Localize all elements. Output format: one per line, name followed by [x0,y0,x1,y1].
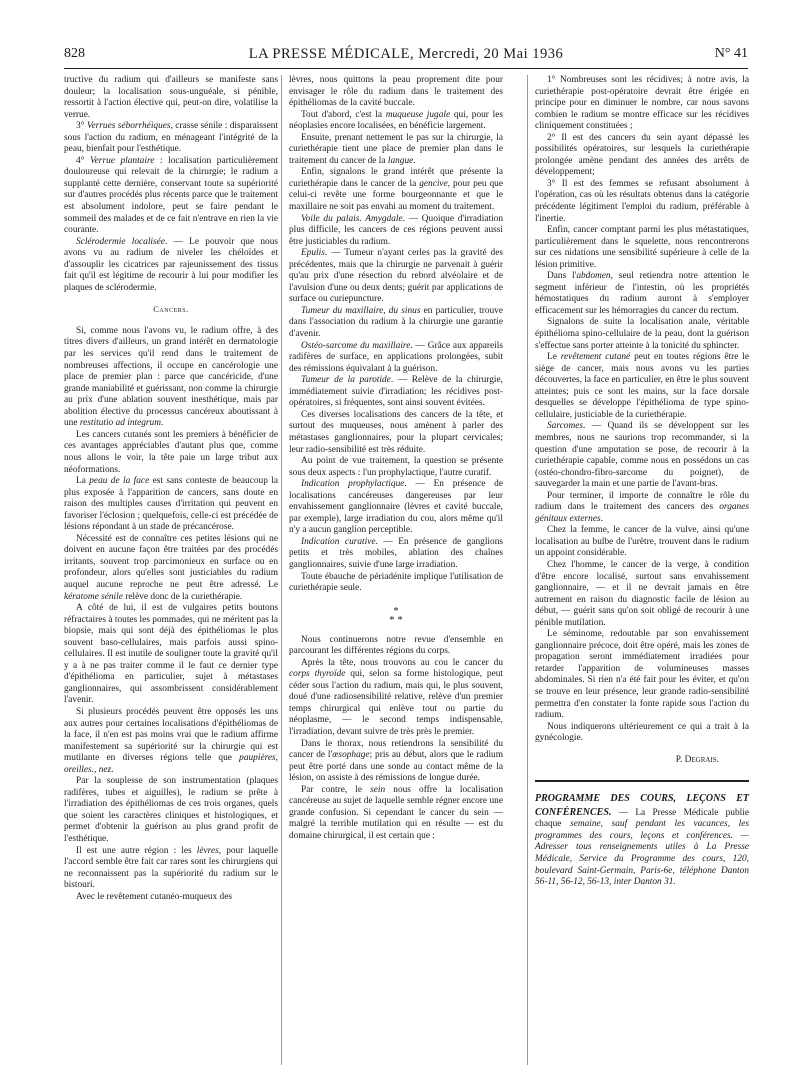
paragraph: A côté de lui, il est de vulgaires petits boutons réfractaires à toutes les pommades, qui ne méritent pas la biopsie, mais qui sont déjà des épithéliomas le plus souvent baso-cellulaires, mais parfois aussi spino-cellulaires. Il est inutile de souligner toute la gravité qu'il y a à ne pas traiter comme il le faut ce dernier type d'épithélioma en particulier, sujet à métastases ganglionnaires, qui assombrissent considérablement l'avenir. [64,603,278,706]
section-separator-asterisks: * * * [389,604,403,626]
paragraph: Au point de vue traitement, la question se présente sous deux aspects : l'un prophylactique, l'autre curatif. [289,456,503,478]
paragraph: La peau de la face est sans conteste de beaucoup la plus exposée à l'apparition de cancers, sans doute en raison des multiples causes d'irritation qui peuvent en favoriser l'éclosion ; quelquefois, celle-ci est précédée de lésions répondant à un stade de précancérose. [64,476,278,533]
paragraph: Le revêtement cutané peut en toutes régions être le siège de cancer, mais nous avons vu les parties découvertes, la face en particulier, en être le plus souvent atteintes; puis ce sont les mains, sur la face dorsale desquelles se développe l'épithélioma de type spino-cellulaire, justiciable de la curiethérapie. [535,352,749,420]
paragraph: lèvres, nous quittons la peau proprement dite pour envisager le rôle du radium dans le traitement des épithéliomas de la cavité buccale. [289,75,503,109]
paragraph: 3° Verrues séborrhéiques, crasse sénile : disparaissent sous l'action du radium, en ménageant l'intégrité de la peau, bienfait pour l'esthétique. [64,121,279,155]
paragraph: Chez l'homme, le cancer de la verge, à condition d'être encore localisé, surtout sans envahissement ganglionnaire, — et il ne devrait jamais en être autrement en raison du diagnostic facile de lésion au début, — guérit sans qu'on soit obligé de recourir à une pénible mutilation. [535,559,749,628]
paragraph: Ensuite, prenant nettement le pas sur la chirurgie, la curiethérapie tient une place de premier plan dans le traitement du cancer de la langue. [289,132,503,166]
paragraph: Ostéo-sarcome du maxillaire. — Grâce aux appareils radifères de surface, en applications prolongées, subit des rémissions équivalant à la guérison. [289,340,504,374]
issue-number: N° 41 [714,46,748,61]
paragraph: Nous continuerons notre revue d'ensemble en parcourant les différentes régions du corps. [289,634,503,657]
notice-title: PROGRAMME DES COURS, LEÇONS ET CONFÉRENCES. [535,793,749,818]
paragraph: Si plusieurs procédés peuvent être opposés les uns aux autres pour certaines localisations d'épithéliomas de la face, il n'en est pas moins vrai que le radium affirme manifestement sa supériorité sur la chirurgie qui est mutilante en diverses régions telle que paupières, oreilles., nez. [64,706,278,775]
paragraph: Tout d'abord, c'est la muqueuse jugale qui, pour les néoplasies encore localisées, en bénéficie largement. [289,109,503,132]
paragraph: Signalons de suite la localisation anale, véritable épithélioma spino-cellulaire de la peau, dont la guérison s'effectue sans porter atteinte à la tonicité du sphincter. [535,317,749,351]
course-program-notice: PROGRAMME DES COURS, LEÇONS ET CONFÉRENCES. — La Presse Médicale publie chaque semaine, sauf pendant les vacances, les programmes des cours, leçons et conférences. — Adresser tous renseignements utiles à La Presse Médicale, Service du Programme des cours, 120, boulevard Saint-Germain, Paris-6e, téléphone Danton 56-11, 56-12, 56-13, inter Danton 31. [535,780,749,888]
paragraph: Indication prophylactique. — En présence de localisations cancéreuses dangereuses par leur envahissement ganglionnaire (lèvres et cavité buccale, par exemple), large irradiation du cou, alors même qu'il n'y a aucun ganglion perceptible. [289,479,503,536]
paragraph: Indication curative. — En présence de ganglions petits et très mobiles, ablation des chaînes ganglionnaires, suivie d'une large irradiation. [289,536,504,570]
paragraph: Enfin, signalons le grand intérêt que présente la curiethérapie dans le cancer de la gencive, pour peu que celui-ci revête une forme bourgeonnante et que le maxillaire ne soit pas envahi au moment du traitement. [289,167,503,213]
paragraph: Epulis. — Tumeur n'ayant cerles pas la gravité des précédentes, mais que la chirurgie ne parvenait à guérir qu'au prix d'une résection du rebord alvéolaire et de l'avulsion d'une ou deux dents; guérit par applications de surface ou curiepuncture. [289,248,503,305]
paragraph: Voile du palais. Amygdale. — Quoique d'irradiation plus difficile, les cancers de ces régions peuvent aussi être justiciables du radium. [289,213,504,247]
column-separator-2 [527,75,528,1065]
paragraph: Si, comme nous l'avons vu, le radium offre, à des titres divers d'ailleurs, un grand intérêt en dermatologie par les services qu'il rend dans le traitement de nombreuses affections, il occupe en cancérologie une place de premier plan : parce que cancéricide, d'une grande maniabilité et guérissant, non comme la chirurgie au prix d'une ablation souvent inesthétique, mais par abolition élective du processus cancéreux aboutissant à une restitutio ad integrum. [64,325,278,429]
paragraph: 4° Verrue plantaire : localisation particulièrement douloureuse qui relevait de la chirurgie; le radium a supplanté cette dernière, conservant toute sa supériorité sur d'autres procédés plus récents parce que le traitement est absolument indolore, peut se faire pendant le sommeil des malades et de ce fait n'entrave en rien la vie courante. [64,155,278,236]
paragraph: Il est une autre région : les lèvres, pour laquelle l'accord semble être fait car rares sont les chirurgiens qui ne reconnaissent pas la supériorité du radium sur le bistouri. [64,845,278,891]
paragraph: Par contre, le sein nous offre la localisation cancéreuse au sujet de laquelle semble régner encore une grande confusion. Si cependant le cancer du sein — malgré la terrible mutilation qui en résulte — est du domaine chirurgical, il est certain que : [289,784,503,841]
paragraph: Sclérodermie localisée. — Le pouvoir que nous avons vu au radium de niveler les chéloïdes et d'assouplir les cicatrices par rajeunissement des tissus fait qu'il est légitime de recourir à lui pour modifier les plaques de sclérodermie. [64,236,278,293]
paragraph: Ces diverses localisations des cancers de la tête, et surtout des muqueuses, nous amènent à parler des métastases ganglionnaires, pour la plupart cervicales; leur radio-sensibilité est très réduite. [289,409,503,455]
paragraph: Avec le revêtement cutanéo-muqueux des [76,891,233,902]
paragraph: 2° Il est des cancers du sein ayant dépassé les possibilités opératoires, sur lesquels la curiethérapie prolongée amène pendant des années des arrêts de développement; [535,132,749,178]
paragraph: Nécessité est de connaître ces petites lésions qui ne doivent en aucune façon être traitées par des procédés irritants, souvent trop parcimonieux en surface ou en profondeur, alors qu'elles sont justiciables du radium auquel aucune reproche ne peut être adressé. Le kératome sénile relève donc de la curiethérapie. [64,533,278,602]
paragraph: Les cancers cutanés sont les premiers à bénéficier de ces avantages appréciables d'autant plus que, comme nous allons le voir, la tête paie un large tribut aux néoformations. [64,429,278,475]
page-number: 828 [64,46,85,61]
paragraph: 3° Il est des femmes se refusant absolument à l'opération, cas où les résultats obtenus dans la catégorie précédente légitiment l'emploi du radium, préférable à l'inertie. [535,178,749,224]
author-signature: P. Degrais. [675,754,719,765]
page-header [64,46,748,69]
paragraph: Dans le thorax, nous retiendrons la sensibilité du cancer de l'œsophage; pris au début, alors que le radium peut être porté dans une sonde au contact même de la lésion, on assiste à des rémissions de longue durée. [289,738,503,784]
column-separator-1 [281,75,282,1065]
column-1 [64,75,278,903]
paragraph: Toute ébauche de périadénite implique l'utilisation de curiethérapie seule. [289,571,503,594]
paragraph: Après la tête, nous trouvons au cou le cancer du corps thyroïde qui, selon sa forme histologique, peut céder sous l'action du radium, mais qui, le plus souvent, doué d'une radiosensibilité relative, relève d'un premier temps chirurgical qui enlève tout ou partie du néoplasme, — le second temps indispensable, l'irradiation, devant suivre de très près le premier. [289,657,503,737]
paragraph: Enfin, cancer comptant parmi les plus métastatiques, particulièrement dans le squelette, nous rencontrerons sur ces nidations une sensibilité supérieure à celle de la lésion primitive. [535,225,749,270]
paragraph: Tumeur du maxillaire, du sinus en particulier, trouve dans l'association du radium à la chirurgie une garantie d'avenir. [289,305,503,340]
paragraph: Tumeur de la parotide. — Relève de la chirurgie, immédiatement suivie d'irradiation; les récidives post-opératoires, si fréquentes, sont ainsi souvent évitées. [289,375,503,409]
paragraph: tructive du radium qui d'ailleurs se manifeste sans douleur; la localisation sous-unguéale, si pénible, ressortit à l'action élective qui, peut-on dire, volatilise la verrue. [64,75,278,120]
paragraph: Dans l'abdomen, seul retiendra notre attention le segment inférieur de l'intestin, où les propriétés hémostatiques du radium auront à s'employer efficacement sur les hémorragies du cancer du rectum. [535,271,749,316]
column-2 [289,75,503,842]
journal-title: LA PRESSE MÉDICALE, Mercredi, 20 Mai 1936 [248,46,564,62]
column-3 [535,75,749,889]
paragraph: 1° Nombreuses sont les récidives; à notre avis, la curiethérapie post-opératoire devrait être érigée en principe pour en diminuer le nombre, car nous savons combien le radium se montre efficace sur les récidives cliniquement constituées ; [535,75,749,132]
paragraph: Pour terminer, il importe de connaître le rôle du radium dans le traitement des cancers des organes génitaux externes. [535,490,749,524]
section-heading: Cancers. [153,304,189,315]
paragraph: Sarcomes. — Quand ils se développent sur les membres, nous ne saurions trop recommander, si la question d'une amputation se pose, de recourir à la curiethérapie capable, comme nous en possédons un cas (ostéo-chondro-fibro-sarcome du poignet), de sauvegarder la main et une partie de l'avant-bras. [535,421,749,490]
paragraph: Par la souplesse de son instrumentation (plaques radifères, tubes et aiguilles), le radium se prête à l'irradiation des épithéliomas de ces trois organes, quels que soient les caractères cliniques et histologiques, et permet d'obtenir la guérison au plus grand profit de l'esthétique. [64,776,278,844]
paragraph: Le séminome, redoutable par son envahissement ganglionnaire précoce, doit être opéré, mais les zones de propagation seront immédiatement irradiées pour retarder l'apparition de volumineuses masses abdominales. Si rien n'a été fait pour les éviter, et qu'on se trouve en leur présence, leur grande radio-sensibilité permettra d'en constater la fonte rapide sous l'action du radium. [535,629,749,721]
paragraph: Chez la femme, le cancer de la vulve, ainsi qu'une localisation au bulbe de l'urètre, trouvent dans le radium un appoint considérable. [535,525,749,559]
paragraph: Nous indiquerons ultérieurement ce qui a trait à la gynécologie. [535,721,749,744]
